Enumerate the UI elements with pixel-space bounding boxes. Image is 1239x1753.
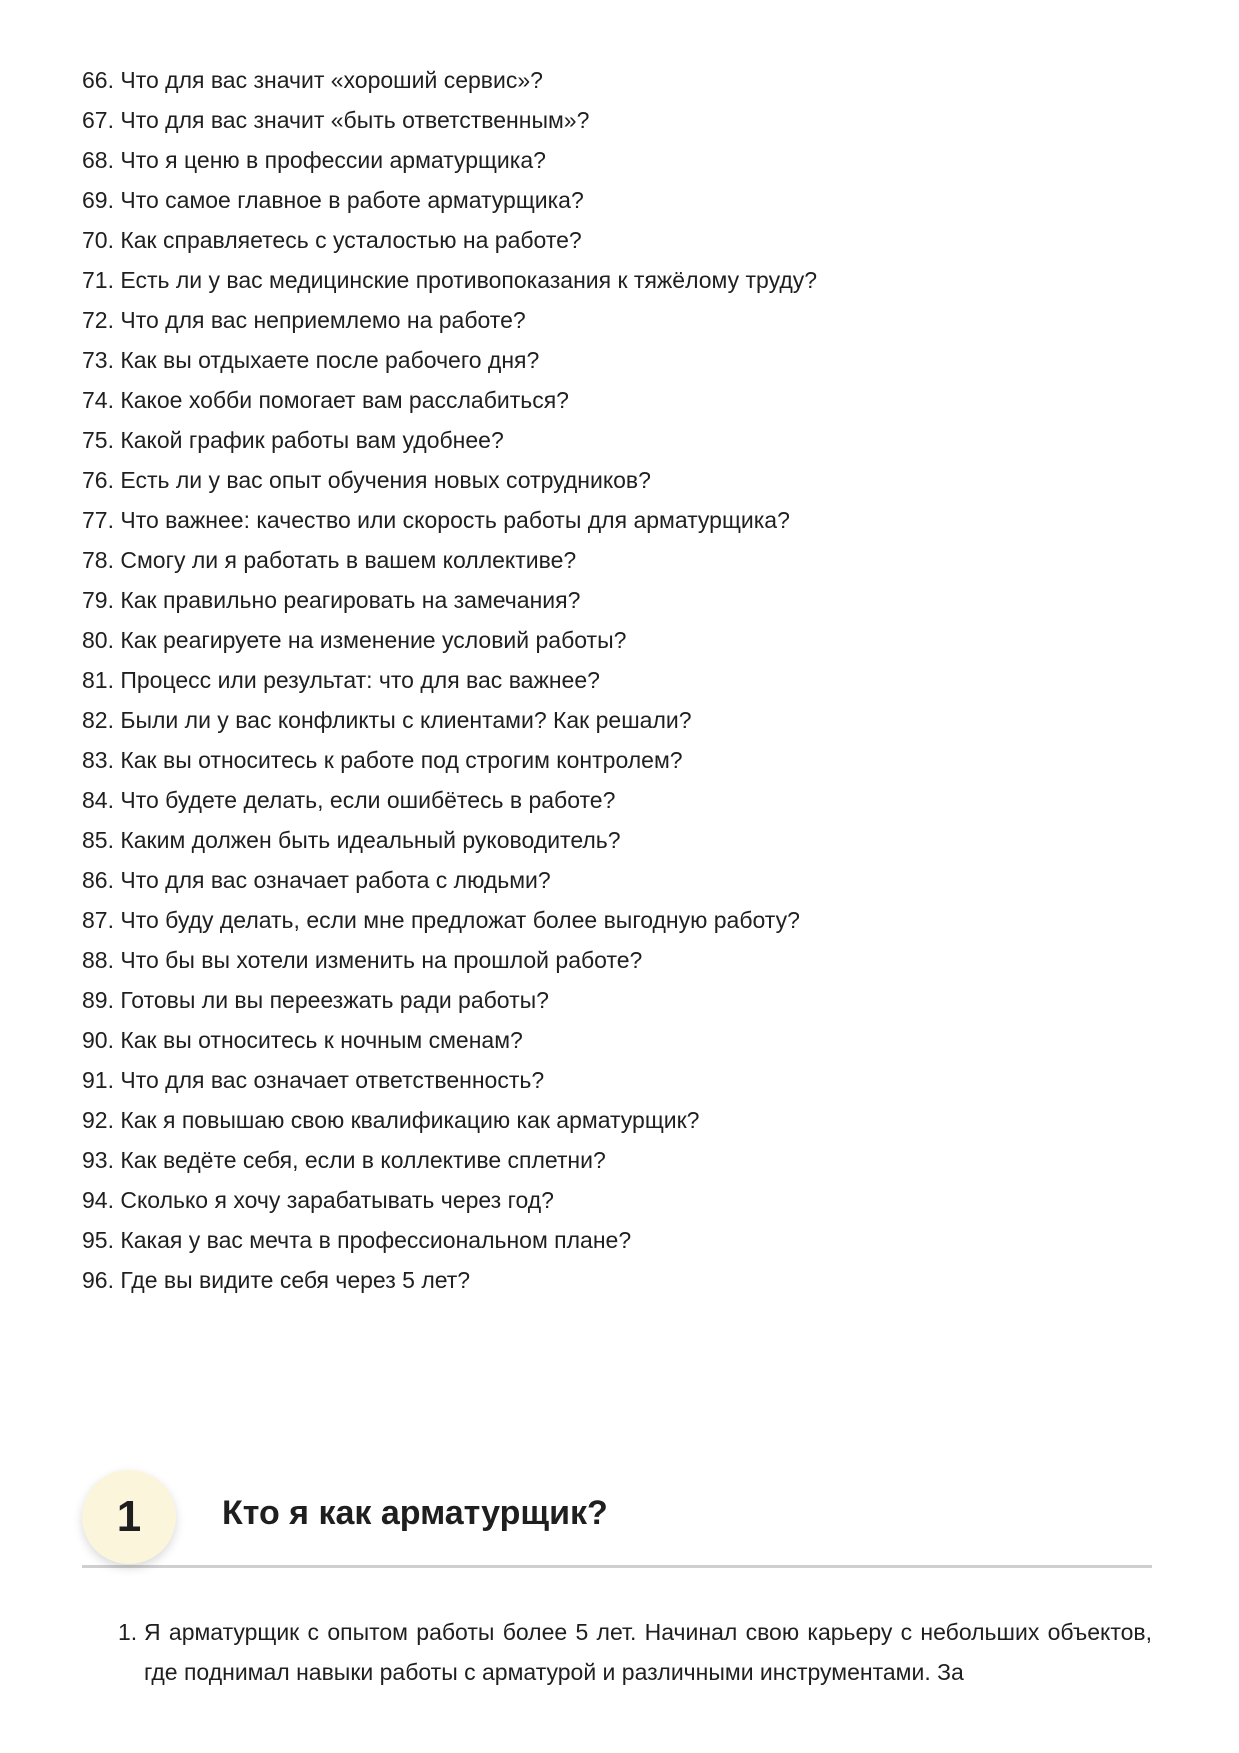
question-item: 73. Как вы отдыхаете после рабочего дня? [82,347,540,373]
question-item: 71. Есть ли у вас медицинские противопоказания к тяжёлому труду? [82,267,818,293]
answer-number: 1. [118,1619,138,1645]
question-item: 70. Как справляетесь с усталостью на работе? [82,227,582,253]
section-number-badge: 1 [82,1470,176,1564]
question-item: 85. Каким должен быть идеальный руководитель? [82,827,621,853]
question-item: 81. Процесс или результат: что для вас важнее? [82,667,600,693]
question-item: 67. Что для вас значит «быть ответственным»? [82,107,590,133]
question-item: 66. Что для вас значит «хороший сервис»? [82,67,543,93]
question-item: 74. Какое хобби помогает вам расслабиться? [82,387,569,413]
section-header [82,1468,1152,1568]
question-item: 95. Какая у вас мечта в профессиональном плане? [82,1227,632,1253]
question-item: 78. Смогу ли я работать в вашем коллективе? [82,547,577,573]
question-item: 92. Как я повышаю свою квалификацию как арматурщик? [82,1107,700,1133]
question-item: 75. Какой график работы вам удобнее? [82,427,504,453]
answer-item [82,1612,1152,1692]
question-item: 87. Что буду делать, если мне предложат более выгодную работу? [82,907,800,933]
question-item: 88. Что бы вы хотели изменить на прошлой работе? [82,947,643,973]
question-item: 68. Что я ценю в профессии арматурщика? [82,147,546,173]
answer-list [82,1612,1152,1692]
question-item: 82. Были ли у вас конфликты с клиентами? Как решали? [82,707,692,733]
answer-text: Я арматурщик с опытом работы более 5 лет. Начинал свою карьеру с небольших объектов, где поднимал навыки работы с арматурой и различными инструментами. За [144,1619,1152,1685]
question-item: 83. Как вы относитесь к работе под строгим контролем? [82,747,683,773]
question-item: 91. Что для вас означает ответственность? [82,1067,545,1093]
question-item: 76. Есть ли у вас опыт обучения новых сотрудников? [82,467,651,493]
question-item: 89. Готовы ли вы переезжать ради работы? [82,987,549,1013]
question-item: 94. Сколько я хочу зарабатывать через год? [82,1187,554,1213]
question-item: 96. Где вы видите себя через 5 лет? [82,1267,471,1293]
question-item: 93. Как ведёте себя, если в коллективе сплетни? [82,1147,606,1173]
question-item: 86. Что для вас означает работа с людьми? [82,867,551,893]
question-item: 77. Что важнее: качество или скорость работы для арматурщика? [82,507,790,533]
question-item: 90. Как вы относитесь к ночным сменам? [82,1027,523,1053]
question-list [82,60,1082,1300]
question-item: 84. Что будете делать, если ошибётесь в работе? [82,787,616,813]
question-item: 80. Как реагируете на изменение условий работы? [82,627,627,653]
question-item: 69. Что самое главное в работе арматурщика? [82,187,584,213]
question-item: 79. Как правильно реагировать на замечания? [82,587,581,613]
section-title: Кто я как арматурщик? [222,1494,608,1532]
question-item: 72. Что для вас неприемлемо на работе? [82,307,526,333]
